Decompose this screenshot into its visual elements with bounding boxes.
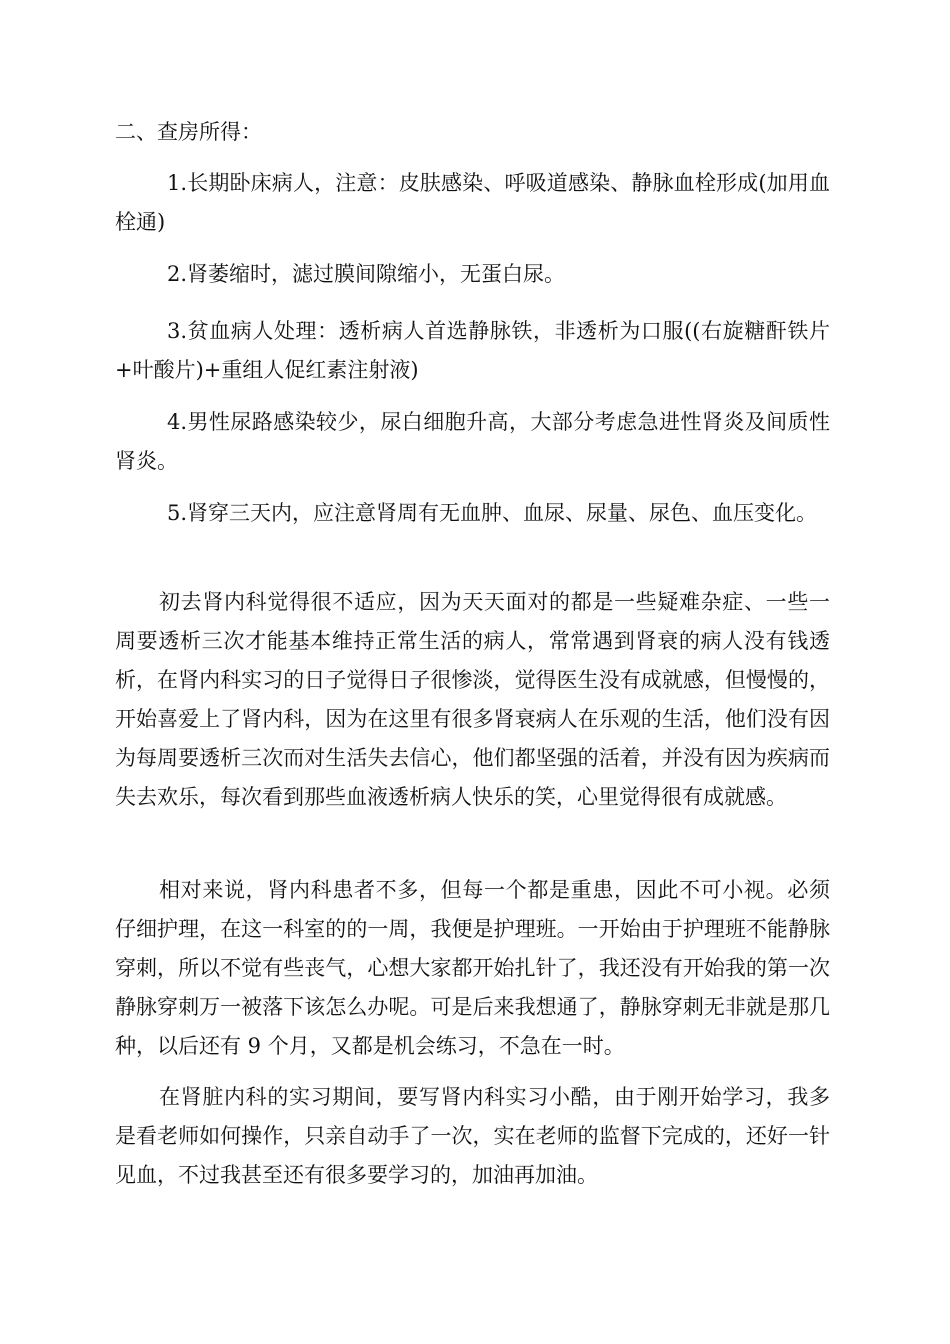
section-heading: 二、查房所得： <box>115 120 262 144</box>
body-paragraph: 相对来说，肾内科患者不多，但每一个都是重患，因此不可小视。必须仔细护理，在这一科室的的一周，我便是护理班。一开始由于护理班不能静脉穿刺，所以不觉有些丧气，心想大家都开始扎针了，我还没有开始我的第一次静脉穿刺万一被落下该怎么办呢。可是后来我想通了，静脉穿刺无非就是那几种，以后还有 9 个月，又都是机会练习，不急在一时。 <box>115 878 830 1058</box>
rounds-finding-item: 4.男性尿路感染较少，尿白细胞升高，大部分考虑急进性肾炎及间质性肾炎。 <box>115 410 830 473</box>
rounds-finding-item: 2.肾萎缩时，滤过膜间隙缩小，无蛋白尿。 <box>167 262 566 286</box>
rounds-finding-item: 5.肾穿三天内，应注意肾周有无血肿、血尿、尿量、尿色、血压变化。 <box>167 501 818 525</box>
body-paragraph: 在肾脏内科的实习期间，要写肾内科实习小酷，由于刚开始学习，我多是看老师如何操作，只亲自动手了一次，实在老师的监督下完成的，还好一针见血，不过我甚至还有很多要学习的，加油再加油。 <box>115 1085 830 1187</box>
rounds-finding-item: 3.贫血病人处理：透析病人首选静脉铁，非透析为口服((右旋糖酐铁片+叶酸片)+重组人促红素注射液) <box>115 319 830 382</box>
body-paragraph: 初去肾内科觉得很不适应，因为天天面对的都是一些疑难杂症、一些一周要透析三次才能基本维持正常生活的病人，常常遇到肾衰的病人没有钱透析，在肾内科实习的日子觉得日子很惨淡，觉得医生没有成就感，但慢慢的，开始喜爱上了肾内科，因为在这里有很多肾衰病人在乐观的生活，他们没有因为每周要透析三次而对生活失去信心，他们都坚强的活着，并没有因为疾病而失去欢乐，每次看到那些血液透析病人快乐的笑，心里觉得很有成就感。 <box>115 590 830 809</box>
rounds-finding-item: 1.长期卧床病人，注意：皮肤感染、呼吸道感染、静脉血栓形成(加用血栓通) <box>115 171 830 234</box>
